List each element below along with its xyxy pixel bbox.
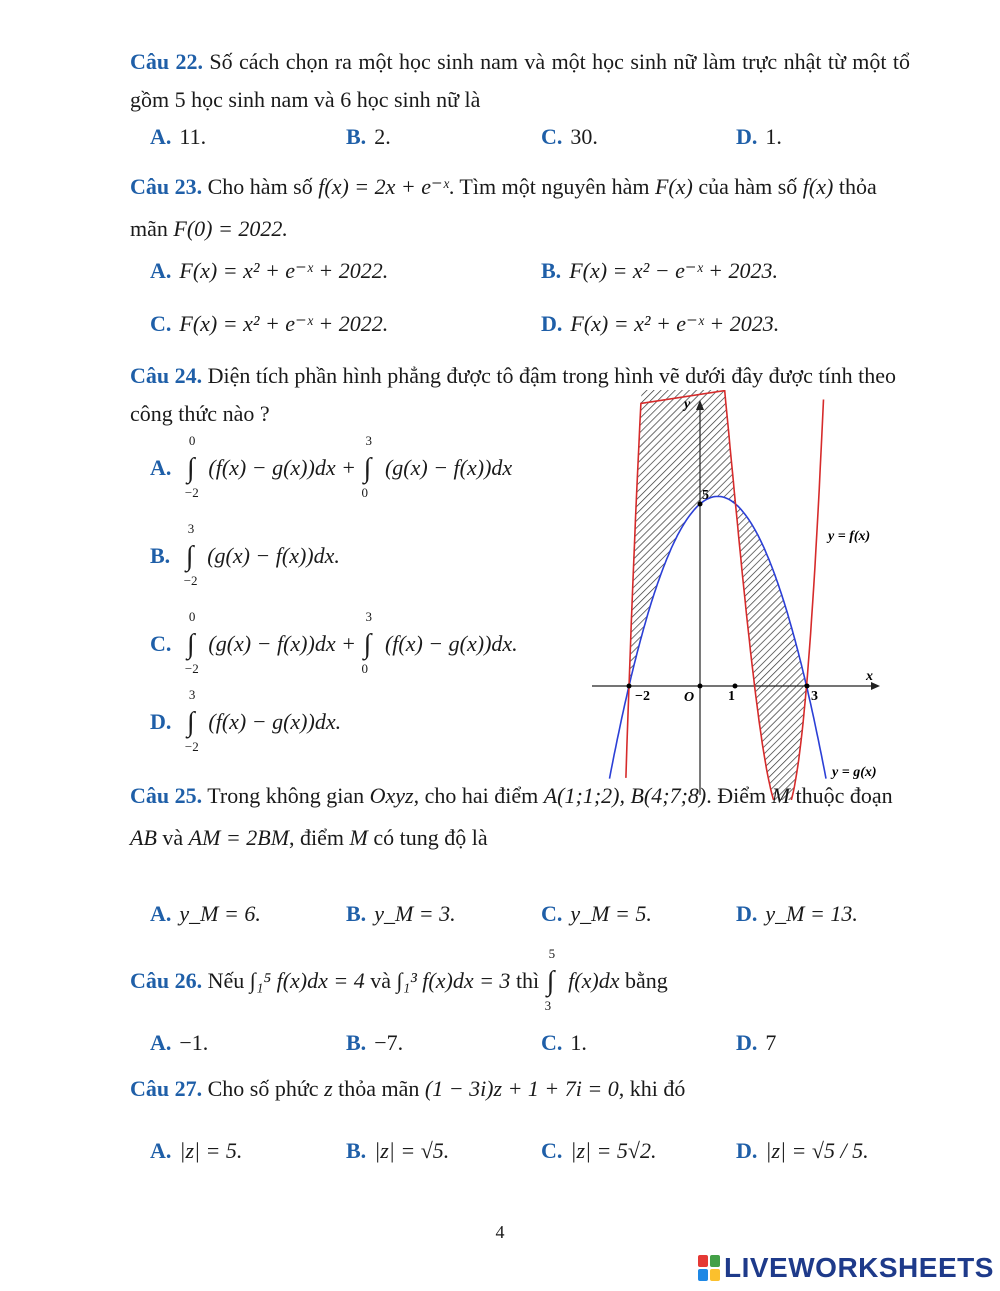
option-value: F(x) = x² + e⁻ˣ + 2022. [179, 258, 389, 283]
option-label: C. [150, 631, 172, 657]
math-expression: ∫₁⁵ f(x)dx = 4 [249, 968, 365, 994]
shaded-area [629, 390, 807, 800]
question-text: , khi đó [618, 1076, 686, 1101]
q26-option-b[interactable] [346, 1030, 403, 1056]
question-23 [130, 166, 910, 250]
question-label: Câu 27. [130, 1076, 203, 1101]
q25-option-d[interactable] [736, 901, 858, 927]
q22-option-a[interactable] [150, 124, 206, 150]
origin-label: O [684, 690, 695, 705]
question-label: Câu 26. [130, 968, 203, 994]
question-text: Cho số phức [207, 1076, 319, 1101]
option-value: (f(x) − g(x))dx + [208, 455, 356, 481]
option-value: 7 [765, 1030, 777, 1055]
option-value: |z| = 5. [179, 1138, 243, 1163]
option-label: D. [736, 1030, 758, 1055]
question-text: bằng [624, 968, 668, 994]
q23-option-a[interactable] [150, 258, 388, 284]
q26-option-a[interactable] [150, 1030, 208, 1056]
math-expression: AB [130, 825, 157, 850]
point-minus-2 [627, 684, 632, 689]
x-axis-label: x [866, 669, 873, 684]
f-curve-label: y = f(x) [828, 529, 871, 544]
q25-option-a[interactable] [150, 901, 261, 927]
q27-option-c[interactable] [541, 1138, 656, 1164]
option-value: 30. [570, 124, 598, 149]
tick-label-3: 3 [811, 689, 818, 704]
question-22 [130, 43, 910, 119]
shaded-region [629, 390, 807, 800]
option-label: D. [736, 1138, 758, 1163]
question-text: thỏa mãn [130, 174, 877, 241]
question-text: có tung độ là [373, 825, 488, 850]
option-label: A. [150, 258, 172, 283]
question-text: , điểm [289, 825, 345, 850]
option-value: |z| = 5√2. [570, 1138, 657, 1163]
option-label: D. [541, 311, 563, 336]
math-expression: F(0) = 2022. [173, 216, 288, 241]
option-label: B. [346, 901, 367, 926]
q26-option-d[interactable] [736, 1030, 776, 1056]
integral-sign: 5 ∫ 3 [544, 946, 556, 1013]
option-label: B. [346, 1030, 367, 1055]
option-value: y_M = 5. [570, 901, 652, 926]
option-value: 1. [765, 124, 782, 149]
q25-option-b[interactable] [346, 901, 456, 927]
option-label: B. [150, 543, 171, 569]
math-expression: Oxyz [369, 783, 414, 808]
point-origin [698, 684, 703, 689]
question-text: . Điểm [706, 783, 767, 808]
question-text: Cho hàm số [207, 174, 313, 199]
q27-option-d[interactable] [736, 1138, 869, 1164]
integral-sign: 3 ∫ −2 [183, 521, 198, 588]
option-value: −1. [179, 1030, 209, 1055]
math-expression: AM = 2BM [188, 825, 290, 850]
question-label: Câu 24. [130, 363, 203, 388]
option-value: F(x) = x² − e⁻ˣ + 2023. [569, 258, 779, 283]
option-value: (g(x) − f(x))dx. [207, 543, 340, 569]
math-expression: F(x) [654, 174, 693, 199]
integral-sign: 0 ∫ −2 [184, 609, 199, 676]
question-26 [130, 946, 668, 1013]
option-value: 1. [570, 1030, 587, 1055]
option-label: C. [541, 901, 563, 926]
option-label: A. [150, 1138, 172, 1163]
option-value: |z| = √5. [374, 1138, 450, 1163]
question-text: thì [515, 968, 540, 994]
math-expression: M [771, 783, 790, 808]
question-text: , cho hai điểm [413, 783, 539, 808]
math-expression: B(4;7;8) [630, 783, 707, 808]
option-value: 11. [179, 124, 207, 149]
option-label: A. [150, 455, 172, 481]
q22-option-c[interactable] [541, 124, 598, 150]
integral-sign: 3 ∫ 0 [361, 609, 372, 676]
q26-option-c[interactable] [541, 1030, 587, 1056]
point-1 [733, 684, 738, 689]
option-label: B. [346, 124, 367, 149]
option-value: −7. [374, 1030, 404, 1055]
question-label: Câu 23. [130, 174, 203, 199]
option-label: A. [150, 901, 172, 926]
question-text: Diện tích phần hình phẳng được tô đậm trong hình vẽ dưới đây được tính theo công thức nào ? [130, 363, 897, 426]
question-text: thỏa mãn [338, 1076, 420, 1101]
option-value: |z| = √5 / 5. [765, 1138, 869, 1163]
question-text: Số cách chọn ra một học sinh nam và một học sinh nữ làm trực nhật từ một tổ gồm 5 học sinh nam và 6 học sinh nữ là [130, 49, 910, 112]
option-label: C. [541, 1138, 563, 1163]
q24-option-d[interactable] [150, 687, 342, 754]
page-number: 4 [495, 1222, 505, 1242]
liveworksheets-logo-icon [698, 1255, 720, 1281]
q24-option-a[interactable] [150, 433, 513, 500]
question-label: Câu 25. [130, 783, 203, 808]
option-value: (f(x) − g(x))dx. [384, 631, 518, 657]
q27-option-b[interactable] [346, 1138, 449, 1164]
tick-label-1: 1 [728, 689, 735, 704]
option-label: B. [541, 258, 562, 283]
option-label: D. [736, 124, 758, 149]
brand-name: LIVEWORKSHEETS [724, 1252, 994, 1283]
question-text: và [162, 825, 184, 850]
option-value: 2. [374, 124, 391, 149]
q23-option-b[interactable] [541, 258, 778, 284]
g-curve-label: y = g(x) [832, 765, 877, 780]
option-value: F(x) = x² + e⁻ˣ + 2022. [179, 311, 389, 336]
q23-option-c[interactable] [150, 311, 388, 337]
q25-option-c[interactable] [541, 901, 652, 927]
question-text: và [370, 968, 392, 994]
q22-option-b[interactable] [346, 124, 391, 150]
option-label: C. [541, 1030, 563, 1055]
option-label: D. [150, 709, 172, 735]
question-text: của hàm số [698, 174, 798, 199]
math-expression: ∫₁³ f(x)dx = 3 [396, 968, 511, 994]
q22-option-d[interactable] [736, 124, 782, 150]
q24-option-b[interactable] [150, 521, 340, 588]
option-label: C. [150, 311, 172, 336]
option-value: (f(x) − g(x))dx. [208, 709, 342, 735]
integral-sign: 3 ∫ 0 [361, 433, 372, 500]
math-expression: f(x) [802, 174, 834, 199]
math-expression: z [324, 1076, 333, 1101]
q27-option-a[interactable] [150, 1138, 242, 1164]
question-text: thuộc đoạn [795, 783, 893, 808]
math-expression: f(x)dx [568, 968, 620, 994]
math-expression: (1 − 3i)z + 1 + 7i = 0 [424, 1076, 619, 1101]
math-expression: M [349, 825, 368, 850]
option-value: F(x) = x² + e⁻ˣ + 2023. [570, 311, 780, 336]
point-3 [805, 684, 810, 689]
question-25 [130, 775, 910, 859]
option-value: y_M = 6. [179, 901, 261, 926]
integral-sign: 3 ∫ −2 [184, 687, 199, 754]
question-27 [130, 1076, 685, 1102]
question-text: . Tìm một nguyên hàm [448, 174, 650, 199]
option-label: D. [736, 901, 758, 926]
question-text: Nếu [207, 968, 245, 994]
option-label: A. [150, 124, 172, 149]
math-expression: f(x) = 2x + e⁻ˣ [318, 174, 449, 199]
option-value: (g(x) − f(x))dx + [208, 631, 356, 657]
option-label: C. [541, 124, 563, 149]
question-label: Câu 22. [130, 49, 204, 74]
q24-option-c[interactable] [150, 609, 518, 676]
liveworksheets-brand[interactable] [698, 1250, 994, 1286]
option-value: y_M = 13. [765, 901, 858, 926]
tick-label-5: 5 [702, 488, 709, 503]
integral-sign: 0 ∫ −2 [184, 433, 199, 500]
question-text: Trong không gian [207, 783, 365, 808]
math-expression: A(1;1;2), [543, 783, 625, 808]
option-value: y_M = 3. [374, 901, 456, 926]
option-label: B. [346, 1138, 367, 1163]
y-axis-label: y [684, 397, 691, 412]
option-value: (g(x) − f(x))dx [384, 455, 513, 481]
q23-option-d[interactable] [541, 311, 779, 337]
option-label: A. [150, 1030, 172, 1055]
tick-label-minus-2: −2 [635, 689, 650, 704]
area-graph [590, 390, 910, 800]
